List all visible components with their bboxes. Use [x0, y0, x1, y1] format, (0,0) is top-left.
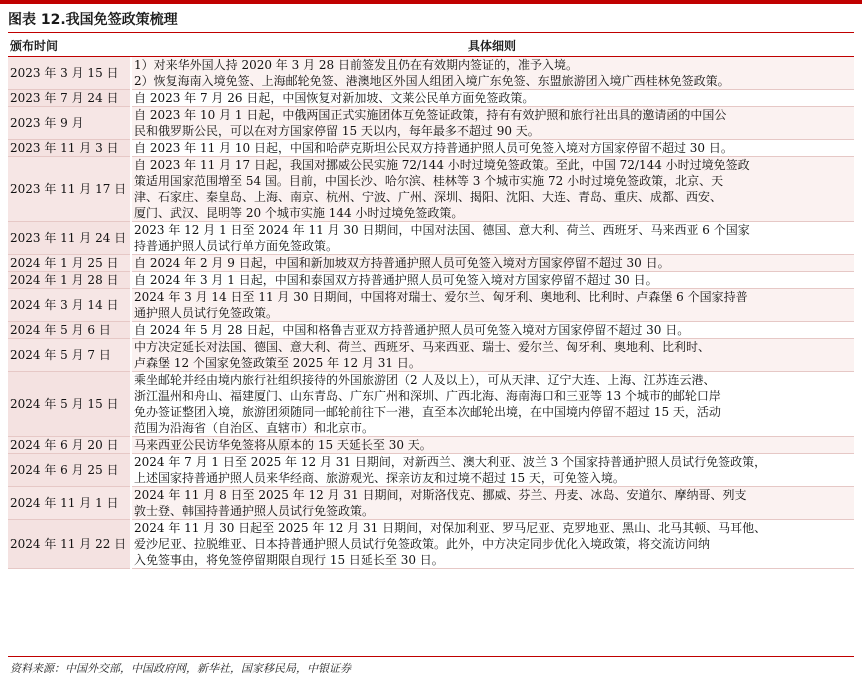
row-date: 2024 年 1 月 28 日 [8, 272, 131, 289]
top-accent-bar [0, 0, 862, 4]
detail-line: 上述国家持普通护照人员来华经商、旅游观光、探亲访友和过境不超过 15 天，可免签入境。 [134, 471, 625, 485]
detail-line: 厦门、武汉、昆明等 20 个城市实施 144 小时过境免签政策。 [134, 206, 464, 220]
detail-line: 2024 年 11 月 8 日至 2025 年 12 月 31 日期间，对斯洛伐克、挪威、芬兰、丹麦、冰岛、安道尔、摩纳哥、列支 [134, 488, 747, 502]
row-date: 2024 年 1 月 25 日 [8, 255, 131, 272]
table-row [8, 272, 854, 289]
detail-line: 乘坐邮轮并经由境内旅行社组织接待的外国旅游团（2 人及以上），可从天津、辽宁大连、上海、江苏连云港、 [134, 373, 716, 387]
row-date: 2023 年 11 月 17 日 [8, 157, 131, 222]
table-row [8, 289, 854, 322]
table-row [8, 90, 854, 107]
detail-line: 爱沙尼亚、拉脱维亚、日本持普通护照人员试行免签政策。此外，中方决定同步优化入境政策，将交流访问纳 [134, 537, 711, 551]
row-date: 2023 年 11 月 3 日 [8, 140, 131, 157]
row-date: 2023 年 9 月 [8, 107, 131, 140]
detail-line: 自 2024 年 3 月 1 日起，中国和泰国双方持普通护照人员可免签入境对方国家停留不超过 30 日。 [134, 273, 658, 287]
row-detail [131, 57, 854, 90]
table-row [8, 107, 854, 140]
table-row [8, 140, 854, 157]
detail-line: 马来西亚公民访华免签将从原本的 15 天延长至 30 天。 [134, 438, 432, 452]
row-detail [131, 157, 854, 222]
row-date: 2024 年 6 月 25 日 [8, 454, 131, 487]
row-date: 2023 年 3 月 15 日 [8, 57, 131, 90]
row-date: 2024 年 5 月 6 日 [8, 322, 131, 339]
detail-line: 自 2023 年 11 月 10 日起，中国和哈萨克斯坦公民双方持普通护照人员可免签入境对方国家停留不超过 30 日。 [134, 141, 733, 155]
detail-line: 通护照人员试行免签政策。 [134, 306, 279, 320]
row-detail [131, 107, 854, 140]
row-date: 2024 年 5 月 7 日 [8, 339, 131, 372]
detail-line: 卢森堡 12 个国家免签政策至 2025 年 12 月 31 日。 [134, 356, 421, 370]
detail-line: 2024 年 3 月 14 日至 11 月 30 日期间，中国将对瑞士、爱尔兰、匈牙利、奥地利、比利时、卢森堡 6 个国家持普 [134, 290, 748, 304]
row-detail [131, 255, 854, 272]
detail-line: 自 2023 年 10 月 1 日起，中俄两国正式实施团体互免签证政策，持有有效护照和旅行社出具的邀请函的中国公 [134, 108, 727, 122]
table-row [8, 487, 854, 520]
header-detail: 具体细则 [467, 39, 516, 53]
detail-line: 自 2023 年 7 月 26 日起，中国恢复对新加坡、文莱公民单方面免签政策。 [134, 91, 535, 105]
table-row [8, 322, 854, 339]
row-detail [131, 322, 854, 339]
row-date: 2023 年 11 月 24 日 [8, 222, 131, 255]
policy-table [8, 57, 854, 569]
detail-line: 2）恢复海南入境免签、上海邮轮免签、港澳地区外国人组团入境广东免签、东盟旅游团入境广西桂林免签政策。 [134, 74, 730, 88]
row-detail [131, 339, 854, 372]
row-detail [131, 272, 854, 289]
detail-line: 民和俄罗斯公民，可以在对方国家停留 15 天以内，每年最多不超过 90 天。 [134, 124, 540, 138]
row-detail [131, 437, 854, 454]
bottom-rule [8, 656, 854, 657]
detail-line: 免办签证整团入境，旅游团须随同一邮轮前往下一港，直至本次邮轮出境，在中国境内停留不超过 15 天，活动 [134, 405, 721, 419]
detail-line: 自 2024 年 2 月 9 日起，中国和新加坡双方持普通护照人员可免签入境对方国家停留不超过 30 日。 [134, 256, 670, 270]
detail-line: 浙江温州和舟山、福建厦门、山东青岛、广东广州和深圳、广西北海、海南海口和三亚等 13 个城市的邮轮口岸 [134, 389, 721, 403]
detail-line: 2023 年 12 月 1 日至 2024 年 11 月 30 日期间，中国对法国、德国、意大利、荷兰、西班牙、马来西亚 6 个国家 [134, 223, 750, 237]
row-detail [131, 222, 854, 255]
detail-line: 1）对来华外国人持 2020 年 3 月 28 日前签发且仍在有效期内签证的，准予入境。 [134, 58, 578, 72]
table-row [8, 437, 854, 454]
figure-title: 图表 12.我国免签政策梳理 [8, 12, 178, 28]
source-note: 资料来源：中国外交部，中国政府网，新华社，国家移民局，中银证券 [10, 662, 351, 675]
row-detail [131, 289, 854, 322]
table-row [8, 222, 854, 255]
row-date: 2024 年 5 月 15 日 [8, 372, 131, 437]
header-date: 颁布时间 [10, 39, 59, 53]
detail-line: 敦士登、韩国持普通护照人员试行免签政策。 [134, 504, 375, 518]
row-date: 2024 年 11 月 1 日 [8, 487, 131, 520]
detail-line: 津、石家庄、秦皇岛、上海、南京、杭州、宁波、广州、深圳、揭阳、沈阳、大连、青岛、重庆、成都、西安、 [134, 190, 723, 204]
detail-line: 2024 年 11 月 30 日起至 2025 年 12 月 31 日期间，对保加利亚、罗马尼亚、克罗地亚、黑山、北马其顿、马耳他、 [134, 521, 767, 535]
row-detail [131, 520, 854, 569]
row-detail [131, 454, 854, 487]
row-date: 2024 年 11 月 22 日 [8, 520, 131, 569]
row-date: 2023 年 7 月 24 日 [8, 90, 131, 107]
row-detail [131, 372, 854, 437]
table-row [8, 454, 854, 487]
table-row [8, 255, 854, 272]
table-row [8, 157, 854, 222]
row-detail [131, 90, 854, 107]
table-row [8, 57, 854, 90]
detail-line: 持普通护照人员试行单方面免签政策。 [134, 239, 339, 253]
table-row [8, 339, 854, 372]
row-date: 2024 年 3 月 14 日 [8, 289, 131, 322]
detail-line: 2024 年 7 月 1 日至 2025 年 12 月 31 日期间，对新西兰、澳大利亚、波兰 3 个国家持普通护照人员试行免签政策， [134, 455, 767, 469]
title-rule [8, 32, 854, 33]
row-detail [131, 140, 854, 157]
row-date: 2024 年 6 月 20 日 [8, 437, 131, 454]
policy-table-body [8, 57, 854, 569]
detail-line: 策适用国家范围增至 54 国。目前，中国长沙、哈尔滨、桂林等 3 个城市实施 72 小时过境免签政策，北京、天 [134, 174, 724, 188]
detail-line: 自 2023 年 11 月 17 日起，我国对挪威公民实施 72/144 小时过境免签政策。至此，中国 72/144 小时过境免签政 [134, 158, 750, 172]
table-row [8, 372, 854, 437]
detail-line: 入免签事由，将免签停留期限自现行 15 日延长至 30 日。 [134, 553, 444, 567]
detail-line: 自 2024 年 5 月 28 日起，中国和格鲁吉亚双方持普通护照人员可免签入境对方国家停留不超过 30 日。 [134, 323, 690, 337]
detail-line: 范围为沿海省（自治区、直辖市）和北京市。 [134, 421, 375, 435]
table-row [8, 520, 854, 569]
row-detail [131, 487, 854, 520]
detail-line: 中方决定延长对法国、德国、意大利、荷兰、西班牙、马来西亚、瑞士、爱尔兰、匈牙利、奥地利、比利时、 [134, 340, 711, 354]
